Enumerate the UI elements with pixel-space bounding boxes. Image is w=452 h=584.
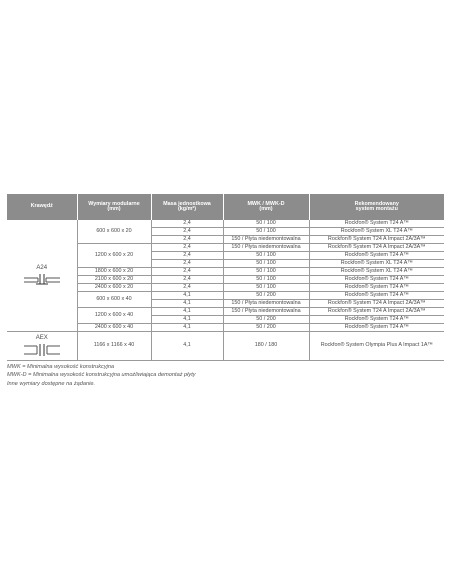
- mwk-cell: 50 / 200: [223, 316, 309, 324]
- mass-cell: 2,4: [151, 252, 223, 260]
- system-cell: Rockfon® System XL T24 A™: [309, 260, 444, 268]
- system-cell: Rockfon® System T24 A Impact 2A/3A™: [309, 236, 444, 244]
- dimension-cell: 2400 x 600 x 40: [77, 324, 151, 332]
- dimension-cell: 600 x 600 x 20: [77, 220, 151, 244]
- mwk-cell: 150 / Płyta niedemontowalna: [223, 308, 309, 316]
- system-cell: Rockfon® System T24 A Impact 2A/3A™: [309, 300, 444, 308]
- dimension-cell: 1200 x 600 x 20: [77, 244, 151, 268]
- system-cell: Rockfon® System Olympia Plus A Impact 1A™: [309, 332, 444, 361]
- system-cell: Rockfon® System T24 A Impact 2A/3A™: [309, 308, 444, 316]
- mwk-cell: 50 / 200: [223, 324, 309, 332]
- mass-cell: 2,4: [151, 244, 223, 252]
- edge-cell-aex: [7, 332, 77, 361]
- edge-label-a24: A24: [36, 264, 48, 271]
- table-row: [7, 332, 444, 361]
- mwk-cell: 150 / Płyta niedemontowalna: [223, 300, 309, 308]
- footnote-mwk: MWK = Minimalna wysokość konstrukcyjna: [7, 364, 115, 370]
- edge-cell-a24: [7, 220, 77, 332]
- dimension-cell: 2100 x 600 x 20: [77, 276, 151, 284]
- system-cell: Rockfon® System T24 A™: [309, 292, 444, 300]
- table-header-row: [7, 194, 444, 220]
- mwk-cell: 50 / 100: [223, 228, 309, 236]
- mass-cell: 2,4: [151, 284, 223, 292]
- header-mass: Masa jednostkowa (kg/m²): [151, 194, 223, 220]
- mwk-cell: 150 / Płyta niedemontowalna: [223, 236, 309, 244]
- header-mwk: MWK / MWK-D (mm): [223, 194, 309, 220]
- header-dimensions: Wymiary modularne (mm): [77, 194, 151, 220]
- dimension-cell: 600 x 600 x 40: [77, 292, 151, 308]
- system-cell: Rockfon® System T24 A™: [309, 220, 444, 228]
- mass-cell: 2,4: [151, 228, 223, 236]
- mass-cell: 4,1: [151, 300, 223, 308]
- dimension-cell: 1800 x 600 x 20: [77, 268, 151, 276]
- mwk-cell: 50 / 100: [223, 284, 309, 292]
- footnotes: [7, 363, 196, 388]
- mwk-cell: 150 / Płyta niedemontowalna: [223, 244, 309, 252]
- mass-cell: 4,1: [151, 316, 223, 324]
- mwk-cell: 50 / 200: [223, 292, 309, 300]
- footnote-mwk-d: MWK-D = Minimalna wysokość konstrukcyjna umożliwiająca demontaż płyty: [7, 372, 196, 379]
- mwk-cell: 180 / 180: [223, 332, 309, 361]
- mass-cell: 4,1: [151, 308, 223, 316]
- system-cell: Rockfon® System T24 A™: [309, 276, 444, 284]
- system-cell: Rockfon® System XL T24 A™: [309, 228, 444, 236]
- mass-cell: 4,1: [151, 324, 223, 332]
- mwk-cell: 50 / 100: [223, 260, 309, 268]
- footnote-other-sizes: Inne wymiary dostępne na żądanie.: [7, 380, 96, 387]
- mass-cell: 2,4: [151, 268, 223, 276]
- edge-label-aex: AEX: [35, 335, 48, 341]
- system-cell: Rockfon® System XL T24 A™: [309, 268, 444, 276]
- table-row: [7, 220, 444, 228]
- header-system: Rekomendowany system montażu: [309, 194, 444, 220]
- mass-cell: 4,1: [151, 292, 223, 300]
- mass-cell: 4,1: [151, 332, 223, 361]
- aex-edge-profile-icon: [24, 343, 60, 357]
- dimension-cell: 1200 x 600 x 40: [77, 308, 151, 324]
- mwk-cell: 50 / 100: [223, 276, 309, 284]
- system-cell: Rockfon® System T24 A™: [309, 316, 444, 324]
- system-cell: Rockfon® System T24 A™: [309, 252, 444, 260]
- mwk-cell: 50 / 100: [223, 252, 309, 260]
- system-cell: Rockfon® System T24 A™: [309, 324, 444, 332]
- mwk-cell: 50 / 100: [223, 220, 309, 228]
- system-cell: Rockfon® System T24 A Impact 2A/3A™: [309, 244, 444, 252]
- system-cell: Rockfon® System T24 A™: [309, 284, 444, 292]
- header-edge: Krawędź: [7, 194, 77, 220]
- mass-cell: 2,4: [151, 236, 223, 244]
- mass-cell: 2,4: [151, 276, 223, 284]
- mass-cell: 2,4: [151, 220, 223, 228]
- mass-cell: 2,4: [151, 260, 223, 268]
- a24-edge-profile-icon: [24, 273, 60, 287]
- dimension-cell: 2400 x 600 x 20: [77, 284, 151, 292]
- mwk-cell: 50 / 100: [223, 268, 309, 276]
- product-spec-table: [7, 194, 444, 361]
- dimension-cell: 1166 x 1166 x 40: [77, 332, 151, 361]
